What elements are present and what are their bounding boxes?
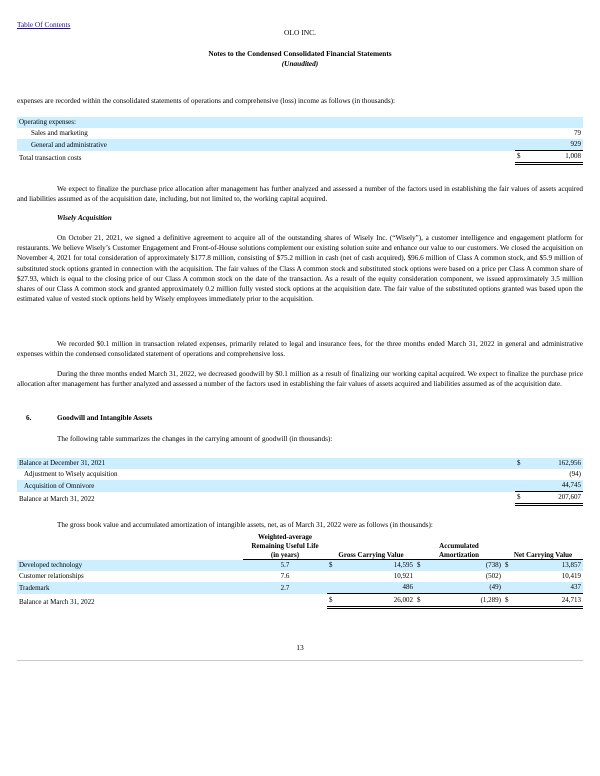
row-label: General and administrative: [17, 139, 515, 151]
currency-symbol: $: [327, 560, 335, 572]
row-life: 5.7: [243, 560, 327, 572]
table-row: [17, 151, 583, 164]
table-header-row: [17, 533, 583, 560]
currency-symbol: $: [503, 560, 511, 572]
row-net: 10,419: [561, 572, 581, 581]
page-subtitle: (Unaudited): [281, 59, 319, 68]
wisely-heading: Wisely Acquisition: [57, 214, 112, 222]
currency-symbol: $: [515, 151, 523, 164]
wisely-paragraph-1: On October 21, 2021, we signed a definitive agreement to acquire all of the outstanding shares of Wisely Inc. (“Wisely”), a customer intelligence and engagement platform for restaurants. We believe Wisely’s Customer Engagement and Front-of-House solutions complement our existing solution suite and enhance our value to our customers. We closed the acquisition on November 4, 2021 for total consideration of approximately $177.8 million, consisting of $75.2 million in cash (net of cash acquired), $96.6 million of Class A common stock, and $5.9 million of substituted stock options granted in connection with the acquisition. The fair values of the Class A common stock and substituted stock options were based on a price per Class A common share of $27.93, which is equal to the closing price of our Class A common stock on the date of the transaction. As a result of the equity consideration component, we issued approximately 3.5 million shares of our Class A common stock and granted approximately 0.2 million fully vested stock options at the acquisition date. The fair value of the substituted options granted was based upon the estimated value of vested stock options held by Wisely employees immediately prior to the acquisition.: [17, 234, 583, 304]
intangibles-intro: The gross book value and accumulated amortization of intangible assets, net, as of March 31, 2022 were as follows (in thousands):: [57, 521, 433, 529]
transaction-costs-table: [17, 117, 583, 165]
row-label: Adjustment to Wisely acquisition: [24, 470, 118, 479]
row-label: Operating expenses:: [17, 117, 515, 128]
section-title: Goodwill and Intangible Assets: [57, 414, 153, 422]
currency-symbol: $: [327, 594, 335, 608]
header-text: Weighted-average: [257, 533, 313, 541]
intangible-assets-table: [17, 533, 583, 609]
row-label: Total transaction costs: [19, 153, 82, 162]
row-life: 7.6: [280, 572, 290, 581]
page-divider: [17, 660, 583, 661]
header-accumulated-amortization: [415, 533, 503, 560]
purchase-price-paragraph: We expect to finalize the purchase price allocation after management has further analyzed and assessed a number of the factors used in establishing the fair values of assets acquired and liabilities assumed as of the acquisition date, including, but not limited to, the working capital acquired.: [17, 185, 583, 204]
page-number: 13: [296, 643, 304, 652]
table-row: [17, 128, 583, 139]
table-row: [17, 480, 583, 492]
header-text: Remaining Useful Life: [251, 541, 319, 550]
header-text: Accumulated: [439, 541, 479, 550]
table-row: [17, 469, 583, 480]
row-net: 13,857: [511, 560, 583, 572]
row-label: Sales and marketing: [31, 129, 88, 138]
row-net: 24,713: [511, 594, 583, 608]
header-text: Amortization: [438, 550, 480, 559]
row-label: Acquisition of Omnivore: [17, 480, 515, 492]
row-gross: 26,002: [335, 594, 415, 608]
table-row: [17, 117, 583, 128]
row-value: 162,956: [523, 458, 583, 469]
row-amortization: (1,289): [423, 594, 503, 608]
header-text: (in years): [270, 550, 300, 559]
currency-symbol: $: [415, 560, 423, 572]
row-label: Balance at March 31, 2022: [19, 597, 95, 606]
row-amortization: (738): [423, 560, 503, 572]
section-number: 6.: [26, 414, 32, 422]
goodwill-intro: The following table summarizes the changes in the carrying amount of goodwill (in thousands):: [57, 435, 333, 443]
row-label: Trademark: [17, 582, 243, 594]
company-name: OLO INC.: [283, 28, 317, 37]
row-label: Customer relationships: [19, 572, 84, 581]
table-row: [17, 139, 583, 151]
currency-symbol: $: [415, 594, 423, 608]
row-value: 929: [523, 139, 583, 151]
row-value: (94): [569, 470, 581, 479]
table-row: [17, 582, 583, 594]
row-net: 437: [511, 582, 583, 594]
currency-symbol: $: [515, 492, 523, 505]
row-gross: 14,595: [335, 560, 415, 572]
page-title: Notes to the Condensed Consolidated Financial Statements: [208, 49, 392, 58]
row-label: Balance at March 31, 2022: [19, 494, 95, 503]
row-value: 79: [574, 129, 581, 138]
currency-symbol: $: [515, 458, 523, 469]
row-gross: 10,921: [393, 572, 413, 581]
row-value: 1,008: [523, 151, 583, 164]
table-row: [17, 594, 583, 608]
row-value: 207,607: [523, 492, 583, 505]
intro-text: expenses are recorded within the consolidated statements of operations and comprehensive (loss) income as follows (in thousands):: [17, 97, 396, 105]
goodwill-table: [17, 458, 583, 506]
header-remaining-life: [243, 533, 327, 560]
row-amortization: (502): [485, 572, 501, 581]
wisely-paragraph-2: We recorded $0.1 million in transaction related expenses, primarily related to legal and insurance fees, for the three months ended March 31, 2022 in general and administrative expenses within the condensed consolidated statement of operations and comprehensive loss.: [17, 340, 583, 359]
header-net-carrying-value: Net Carrying Value: [503, 533, 583, 560]
header-gross-carrying-value: Gross Carrying Value: [327, 533, 415, 560]
row-label: Balance at December 31, 2021: [17, 458, 515, 469]
row-gross: 486: [335, 582, 415, 594]
row-label: Developed technology: [17, 560, 243, 572]
table-row: [17, 571, 583, 582]
table-of-contents-link[interactable]: Table Of Contents: [17, 20, 71, 29]
table-row: [17, 458, 583, 469]
table-row: [17, 492, 583, 505]
row-life: 2.7: [243, 582, 327, 594]
table-row: [17, 560, 583, 572]
currency-symbol: $: [503, 594, 511, 608]
row-value: 44,745: [523, 480, 583, 492]
row-amortization: (49): [423, 582, 503, 594]
wisely-paragraph-3: During the three months ended March 31, 2022, we decreased goodwill by $0.1 million as a result of finalizing our working capital acquired. We expect to finalize the purchase price allocation after management has further analyzed and assessed a number of the factors used in establishing the fair values of assets acquired and liabilities assumed as of the acquisition date.: [17, 370, 583, 389]
